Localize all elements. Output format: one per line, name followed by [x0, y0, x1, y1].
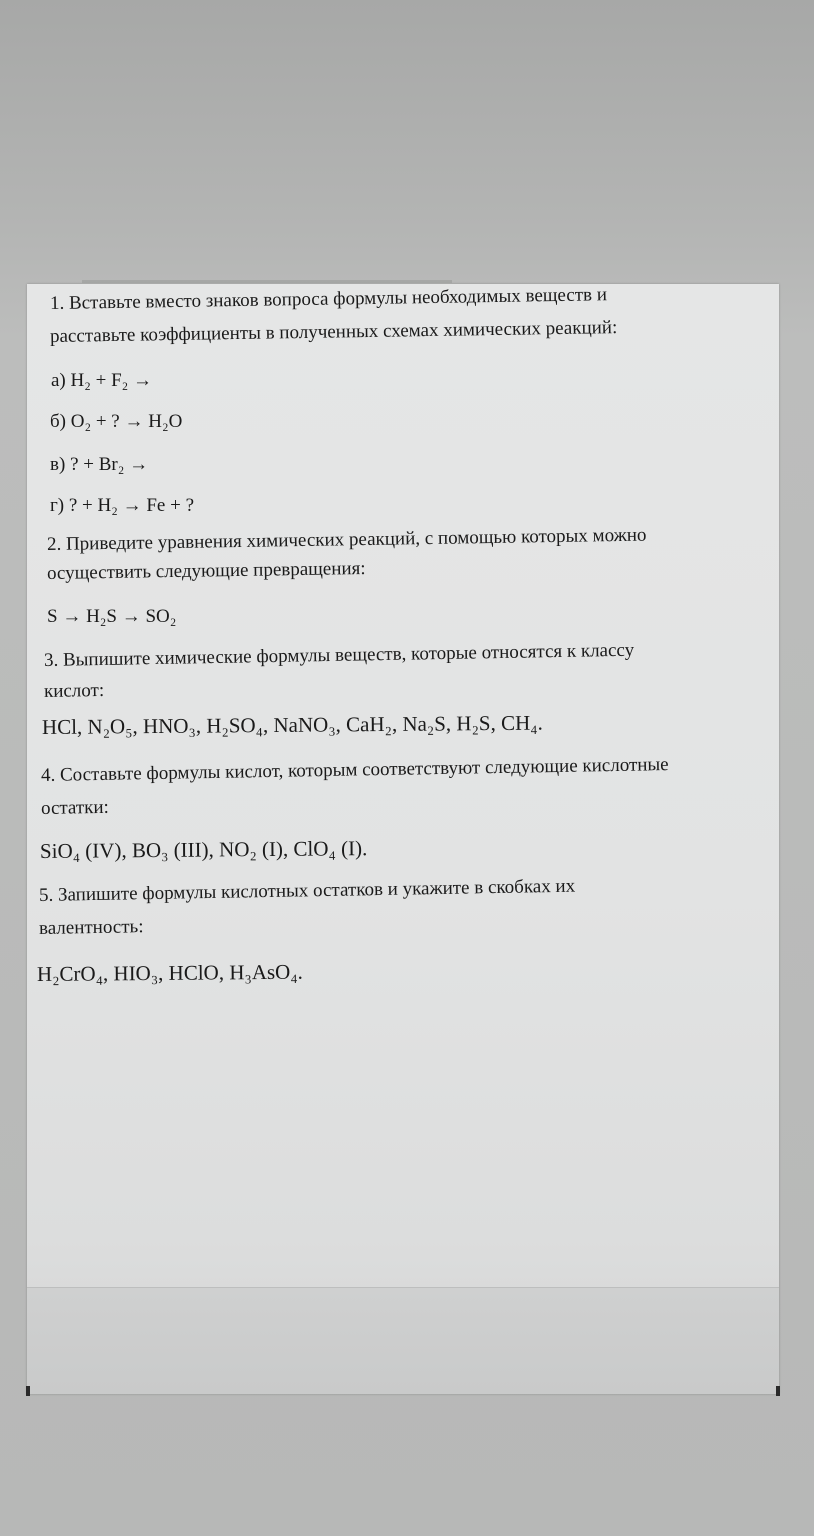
task-1-item-g [50, 496, 194, 515]
task-1-line-1 [50, 285, 607, 313]
page-corner-right [776, 1386, 780, 1396]
task-1-item-g-formula: ? + H₂ → Fe + ? [68, 495, 195, 516]
task-1-number: 1. [49, 292, 65, 314]
task-4-line-2 [41, 798, 109, 818]
task-3-text-2: кислот: [43, 679, 105, 702]
task-5-formula: H₂CrO₄, HIO₃, HClO, H₃AsO₄. [36, 959, 303, 986]
task-2-text-2: осуществить следующие превращения: [46, 557, 366, 584]
task-4-formula: SiO₄ (IV), BO₃ (III), NO₂ (I), ClO₄ (I). [39, 836, 368, 863]
task-1-item-b-label: б) [50, 411, 66, 432]
task-5-line-1 [39, 877, 575, 905]
task-2-line-1 [47, 526, 647, 554]
task-1-item-b [50, 412, 182, 431]
task-3-line-2 [44, 681, 104, 701]
task-1-item-v-formula: ? + Br₂ → [70, 454, 149, 475]
task-5-text-2: валентность: [38, 916, 144, 939]
task-4-text-1: Составьте формулы кислот, которым соответствуют следующие кислотные [59, 754, 669, 786]
task-3-formula: HCl, N₂O₅, HNO₃, H₂SO₄, NaNO₃, CaH₂, Na₂S, H₂S, CH₄. [41, 710, 543, 739]
task-3-number: 3. [43, 649, 59, 671]
task-1-item-a-formula: H₂ + F₂ → [70, 370, 153, 391]
task-1-text-2: расставьте коэффициенты в полученных схемах химических реакций: [49, 317, 618, 347]
task-1-item-a-label: а) [51, 370, 66, 391]
task-2-text-1: Приведите уравнения химических реакций, с помощью которых можно [65, 524, 647, 555]
task-5-number: 5. [38, 884, 54, 906]
task-2-number: 2. [46, 533, 62, 555]
task-2-formula: S → H₂S → SO₂ [47, 606, 177, 627]
task-1-line-2 [50, 318, 618, 346]
task-1-item-b-formula: O₂ + ? → H₂O [70, 411, 183, 432]
task-5-text-1: Запишите формулы кислотных остатков и укажите в скобках их [57, 875, 576, 906]
task-2-line-2 [47, 559, 366, 583]
task-4-number: 4. [40, 764, 56, 786]
page-top-edge [82, 280, 452, 283]
task-1-text-1: Вставьте вместо знаков вопроса формулы необходимых веществ и [68, 284, 608, 314]
task-5-line-2 [39, 917, 144, 938]
task-1-item-a [51, 371, 152, 390]
task-1-item-g-label: г) [50, 495, 65, 516]
task-4-line-1 [41, 755, 669, 785]
task-4-text-2: остатки: [40, 796, 110, 819]
worksheet-page [27, 284, 779, 1394]
task-1-item-v-label: в) [50, 454, 66, 475]
task-1-item-v [50, 455, 148, 474]
page-corner-left [26, 1386, 30, 1396]
page-lower-area [27, 1288, 779, 1394]
task-3-line-1 [44, 641, 634, 670]
task-3-text-1: Выпишите химические формулы веществ, которые относятся к классу [62, 639, 635, 671]
